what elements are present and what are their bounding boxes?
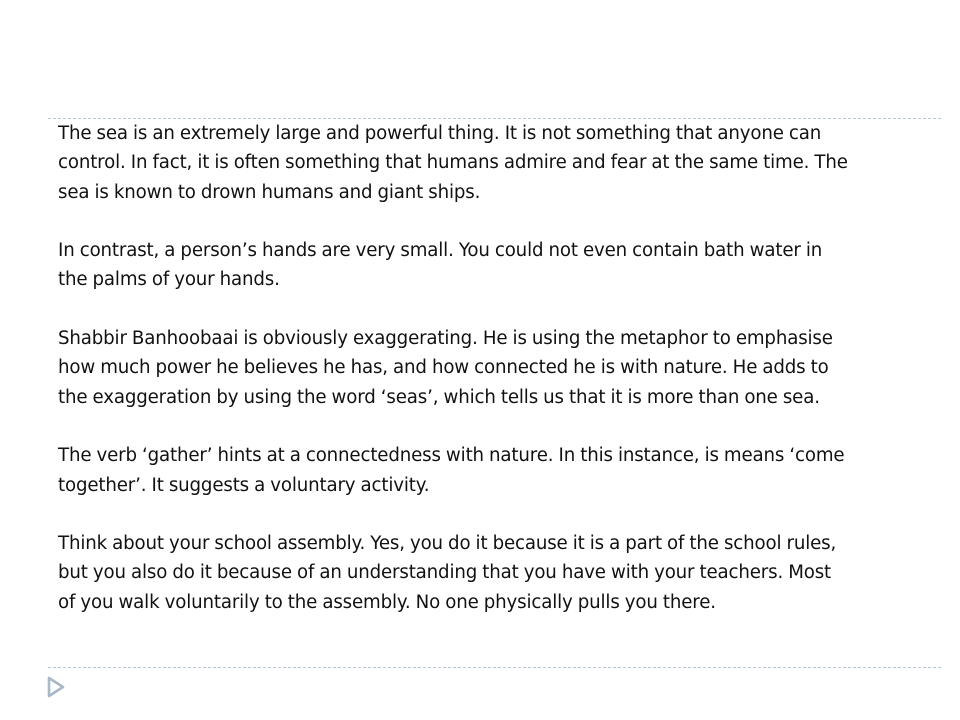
text-line: the exaggeration by using the word ‘seas’, which tells us that it is more than one sea. bbox=[58, 386, 820, 408]
text-line: but you also do it because of an understanding that you have with your teachers. Most bbox=[58, 562, 832, 584]
slide-body-text bbox=[58, 119, 898, 617]
text-line: control. In fact, it is often something that humans admire and fear at the same time. The bbox=[58, 152, 848, 174]
text-line: together’. It suggests a voluntary activity. bbox=[58, 474, 430, 496]
paragraph-exaggeration bbox=[58, 324, 898, 412]
text-line: The verb ‘gather’ hints at a connectedness with nature. In this instance, is means ‘come bbox=[58, 445, 845, 467]
text-line: In contrast, a person’s hands are very small. You could not even contain bath water in bbox=[58, 240, 823, 262]
paragraph-assembly bbox=[58, 529, 898, 617]
triangle-bullet-icon bbox=[46, 676, 66, 698]
paragraph-sea bbox=[58, 119, 898, 207]
paragraph-hands bbox=[58, 236, 898, 295]
text-line: Think about your school assembly. Yes, you do it because it is a part of the school rules, bbox=[58, 533, 837, 555]
text-line: how much power he believes he has, and how connected he is with nature. He adds to bbox=[58, 357, 829, 379]
bottom-divider bbox=[48, 667, 941, 668]
text-line: of you walk voluntarily to the assembly. No one physically pulls you there. bbox=[58, 591, 716, 613]
text-line: The sea is an extremely large and powerful thing. It is not something that anyone can bbox=[58, 123, 822, 144]
triangle-bullet-icon-shape bbox=[46, 676, 66, 698]
paragraph-gather bbox=[58, 441, 898, 500]
text-line: the palms of your hands. bbox=[58, 269, 280, 291]
text-line: sea is known to drown humans and giant ships. bbox=[58, 181, 481, 203]
text-line: Shabbir Banhoobaai is obviously exaggerating. He is using the metaphor to emphasise bbox=[58, 328, 833, 350]
